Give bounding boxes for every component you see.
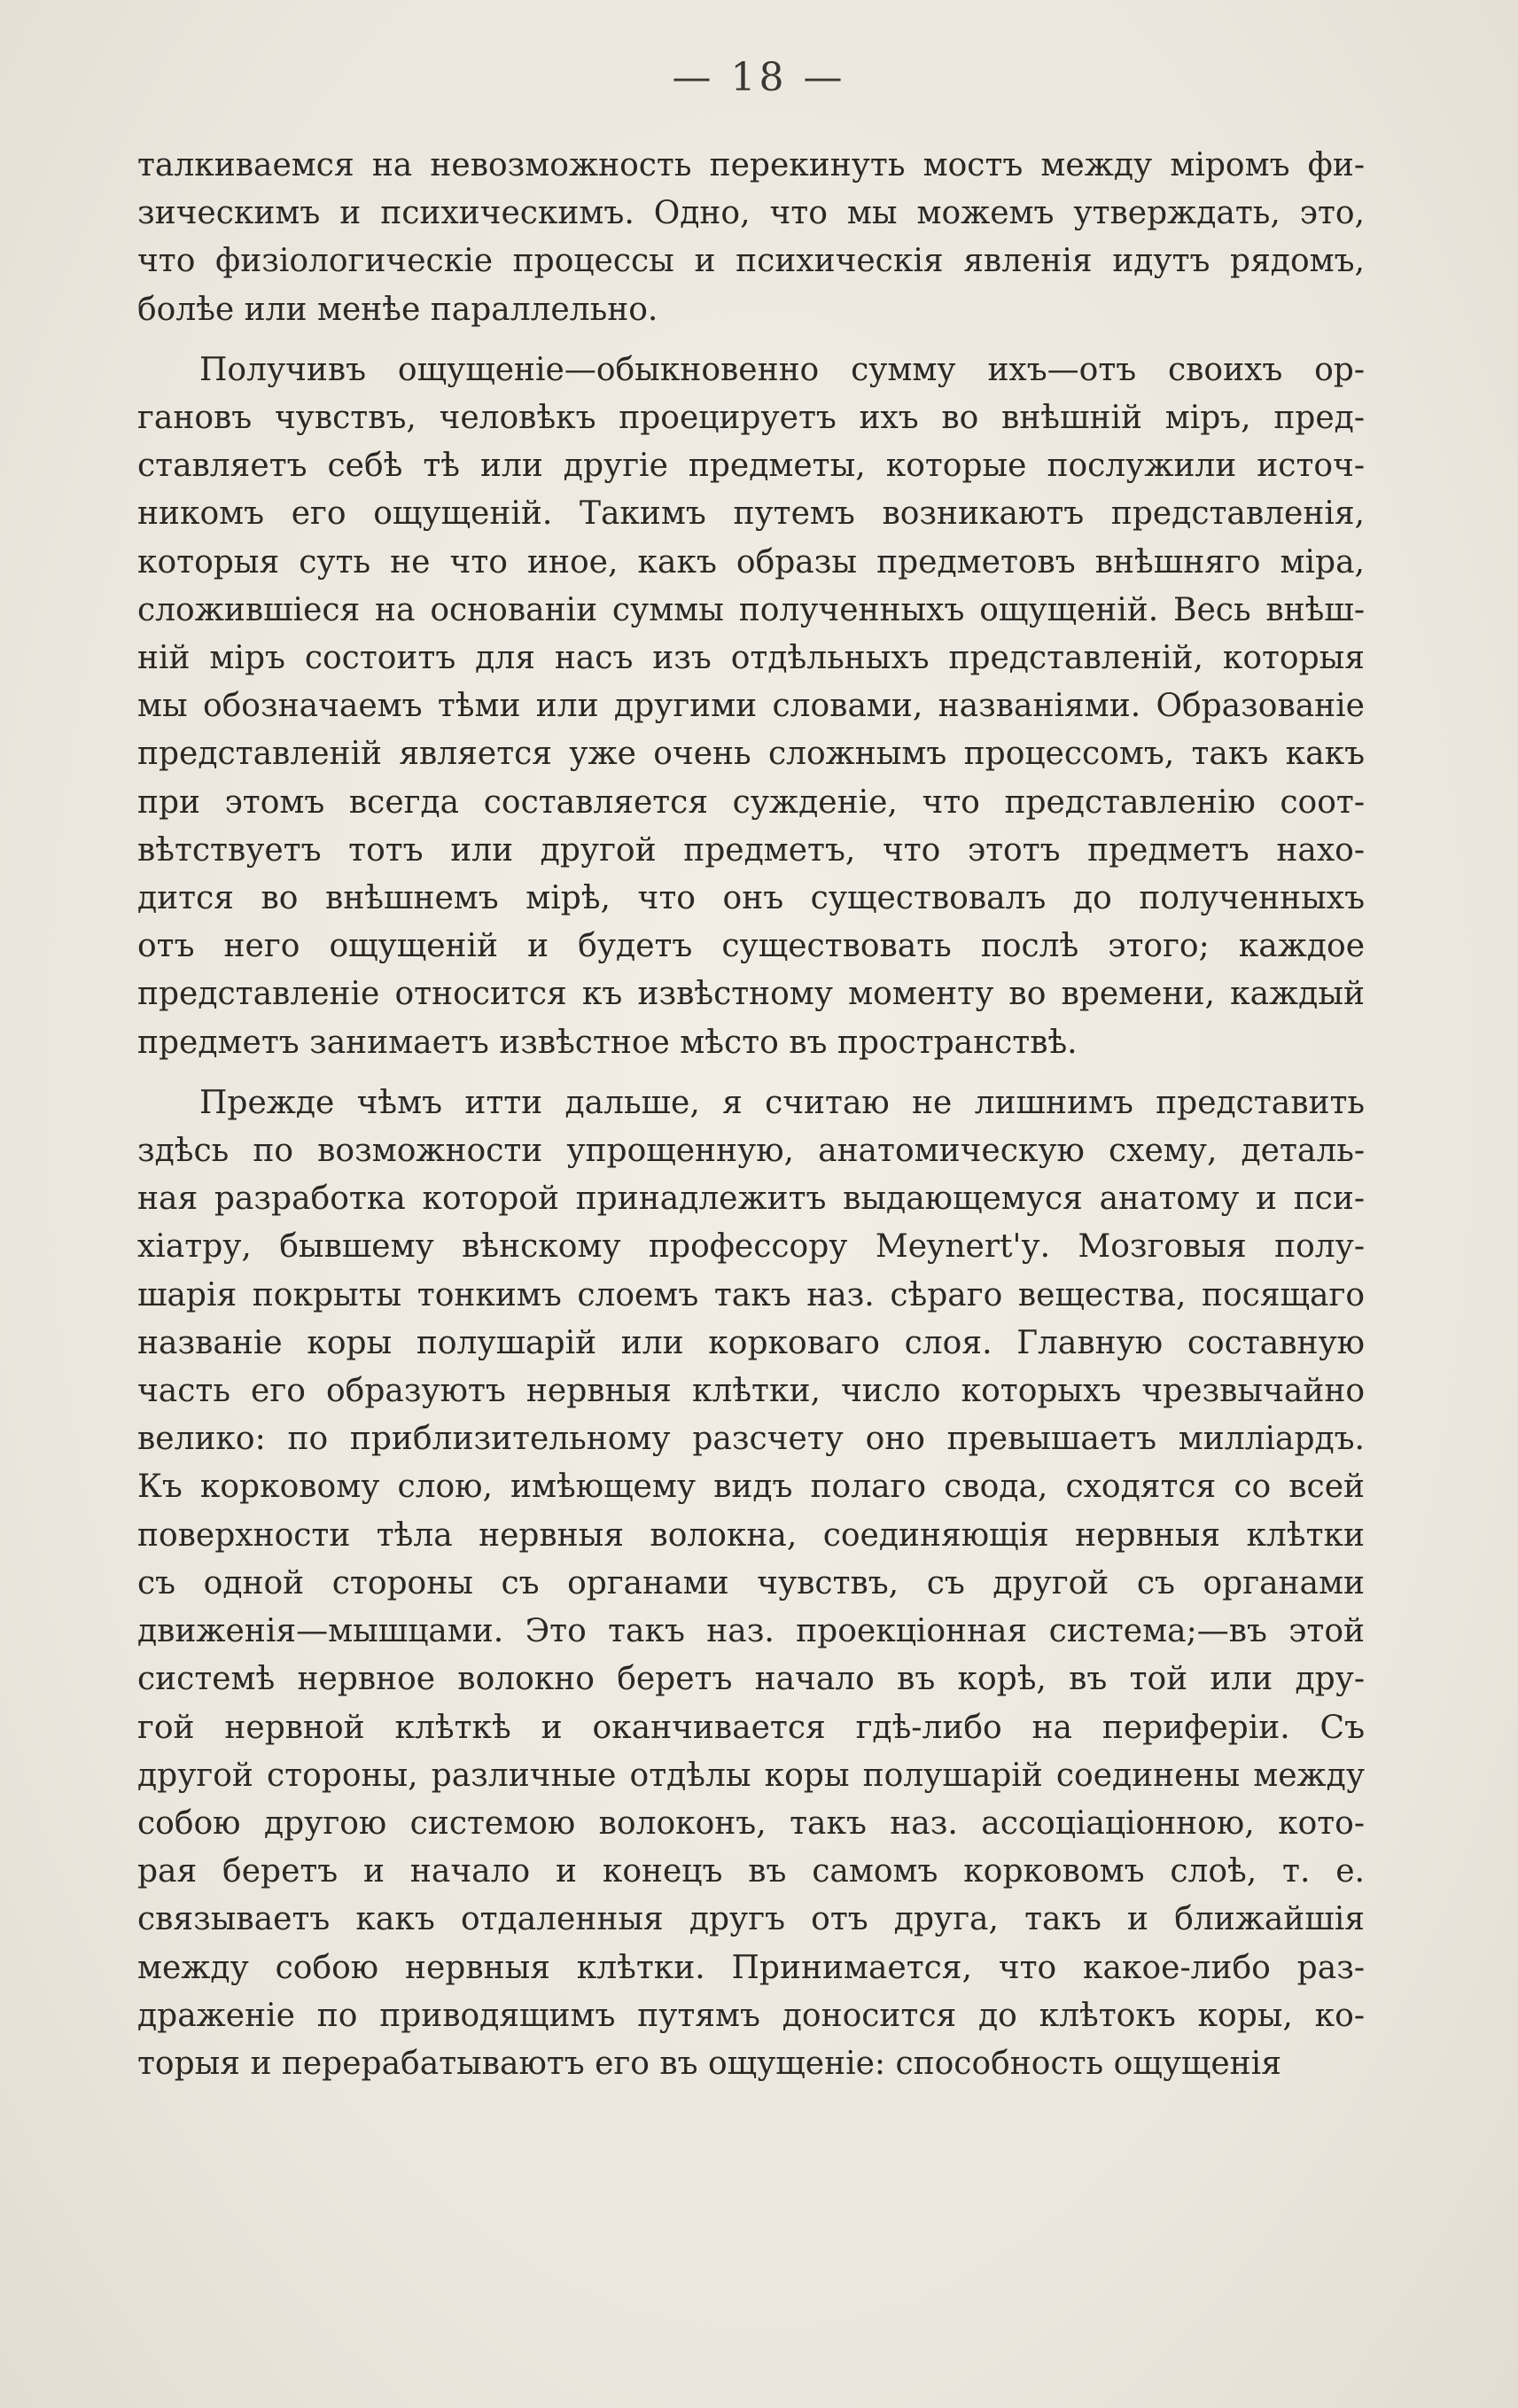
text-line: Прежде чѣмъ итти дальше, я считаю не лишнимъ представить (199, 1084, 1365, 1121)
text-line: драженіе по приводящимъ путямъ доносится до клѣтокъ коры, ко- (137, 1997, 1365, 2034)
text-line: предметъ занимаетъ извѣстное мѣсто въ пространствѣ. (137, 1024, 1078, 1061)
text-line: рая беретъ и начало и конецъ въ самомъ корковомъ слоѣ, т. е. (137, 1853, 1365, 1890)
text-line: вѣтствуетъ тотъ или другой предметъ, что этотъ предметъ нахо- (137, 831, 1365, 869)
text-line: здѣсь по возможности упрощенную, анатомическую схему, деталь- (137, 1133, 1365, 1170)
text-line: системѣ нервное волокно беретъ начало въ корѣ, въ той или дру- (137, 1661, 1365, 1698)
text-line: при этомъ всегда составляется сужденіе, что представленію соот- (137, 783, 1365, 821)
text-line: названіе коры полушарій или корковаго слоя. Главную составную (137, 1324, 1365, 1361)
text-line: съ одной стороны съ органами чувствъ, съ другой съ органами (137, 1564, 1365, 1601)
text-line: Получивъ ощущеніе—обыкновенно сумму ихъ—отъ своихъ ор- (199, 351, 1365, 388)
text-line: собою другою системою волоконъ, такъ наз. ассоціаціонною, кото- (137, 1804, 1365, 1842)
text-line: Къ корковому слою, имѣющему видъ полаго свода, сходятся со всей (137, 1469, 1365, 1506)
paragraph (137, 142, 1365, 334)
text-line: сложившіеся на основаніи суммы полученныхъ ощущеній. Весь внѣш- (137, 591, 1365, 628)
text-line: связываетъ какъ отдаленныя другъ отъ друга, такъ и ближайшія (137, 1901, 1365, 1938)
text-line: талкиваемся на невозможность перекинуть мостъ между міромъ фи- (137, 147, 1365, 183)
text-line: представленій является уже очень сложнымъ процессомъ, такъ какъ (137, 736, 1365, 773)
text-line: ставляетъ себѣ тѣ или другіе предметы, которые послужили источ- (137, 448, 1365, 485)
page-number: — 18 — (672, 55, 846, 100)
text-line: часть его образуютъ нервныя клѣтки, число которыхъ чрезвычайно (137, 1373, 1365, 1410)
text-line: дится во внѣшнемъ мірѣ, что онъ существовалъ до полученныхъ (137, 880, 1365, 917)
body-text (137, 142, 1365, 2088)
paragraph-gap (137, 334, 1365, 347)
text-line: мы обозначаемъ тѣми или другими словами, названіями. Образованіе (137, 688, 1365, 725)
text-line: которыя суть не что иное, какъ образы предметовъ внѣшняго міра, (137, 543, 1365, 581)
text-line: болѣе или менѣе параллельно. (137, 291, 658, 328)
text-line: никомъ его ощущеній. Такимъ путемъ возникаютъ представленія, (137, 495, 1365, 533)
text-line: что физіологическіе процессы и психическія явленія идутъ рядомъ, (137, 243, 1365, 280)
text-line: между собою нервныя клѣтки. Принимается, что какое-либо раз- (137, 1949, 1365, 1986)
text-line: торыя и перерабатываютъ его въ ощущеніе: способность ощущенія (137, 2045, 1281, 2082)
paragraph (137, 347, 1365, 1067)
paragraph-gap (137, 1067, 1365, 1079)
text-line: шарія покрыты тонкимъ слоемъ такъ наз. сѣраго вещества, посящаго (137, 1276, 1365, 1313)
text-line: гановъ чувствъ, человѣкъ проецируетъ ихъ во внѣшній міръ, пред- (137, 400, 1365, 437)
text-line: движенія—мышцами. Это такъ наз. проекціонная система;—въ этой (137, 1613, 1365, 1650)
text-line: ная разработка которой принадлежитъ выдающемуся анатому и пси- (137, 1181, 1365, 1218)
text-line: велико: по приблизительному разсчету оно превышаетъ милліардъ. (137, 1421, 1365, 1458)
text-line: зическимъ и психическимъ. Одно, что мы можемъ утверждать, это, (137, 195, 1365, 232)
text-line: гой нервной клѣткѣ и оканчивается гдѣ-либо на периферіи. Съ (137, 1709, 1365, 1746)
text-line: поверхности тѣла нервныя волокна, соединяющія нервныя клѣтки (137, 1516, 1365, 1554)
text-line: отъ него ощущеній и будетъ существовать послѣ этого; каждое (137, 928, 1365, 965)
paragraph (137, 1079, 1365, 2088)
text-line: ній міръ состоитъ для насъ изъ отдѣльныхъ представленій, которыя (137, 640, 1365, 677)
text-line: представленіе относится къ извѣстному моменту во времени, каждый (137, 976, 1365, 1013)
text-line: другой стороны, различные отдѣлы коры полушарій соединены между (137, 1757, 1365, 1794)
text-line: хіатру, бывшему вѣнскому профессору Meynert'у. Мозговыя полу- (137, 1228, 1365, 1266)
